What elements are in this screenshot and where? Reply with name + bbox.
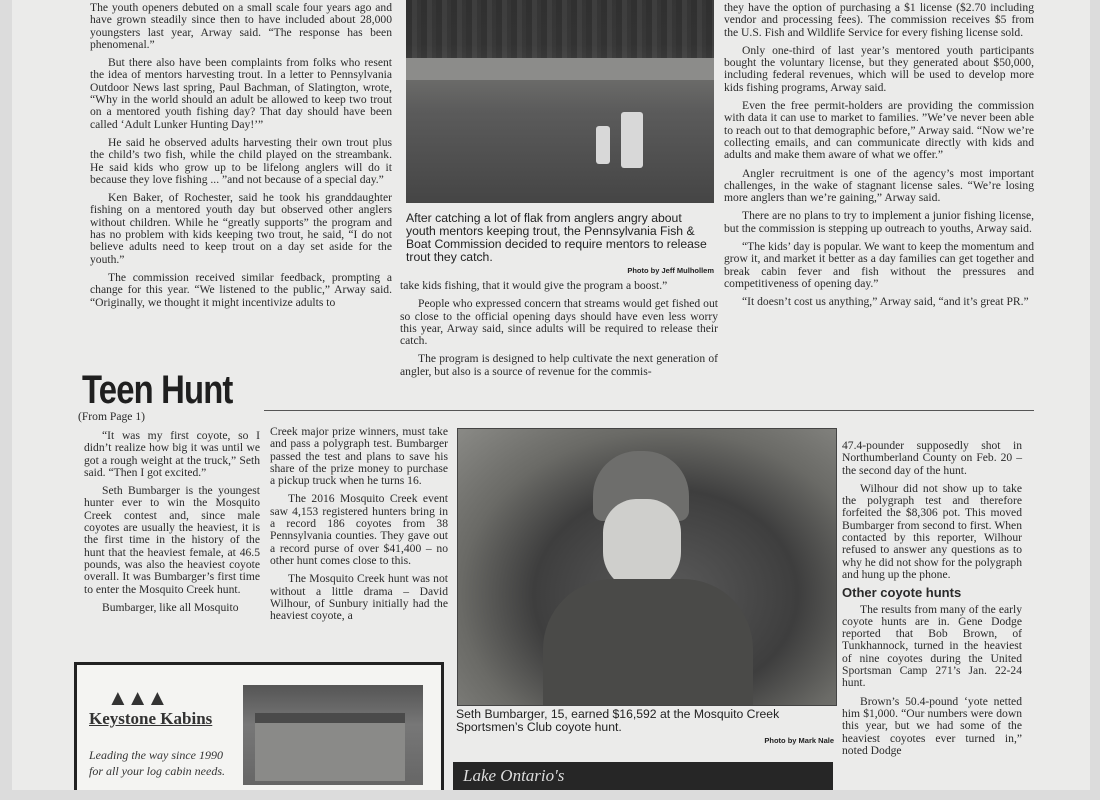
cabin-house <box>255 713 405 781</box>
paragraph: Only one-third of last year’s mentored youth participants bought the voluntary license, but they generated about $50,000, including federal revenues, which will be used to develop more kids fishing programs, Arway said. <box>724 43 1034 94</box>
paragraph: People who expressed concern that streams would get fished out so close to the official opening days should have even less worry this year, Arway said, since adults will be required to release their catch. <box>400 297 718 348</box>
keystone-kabins-ad <box>74 662 444 790</box>
paragraph: Angler recruitment is one of the agency’s most important challenges, in the wake of stagnant license sales. “We’re losing more anglers than we’re gaining,” Arway said. <box>724 166 1034 205</box>
paragraph: Creek major prize winners, must take and pass a polygraph test. Bumbarger passed the test and plans to save his share of the prize money to purchase a pickup truck when he turns 16. <box>270 425 448 488</box>
photo-child-figure <box>596 126 610 164</box>
photo-trees <box>406 0 714 60</box>
photo-credit: Photo by Mark Nale <box>764 736 834 745</box>
paragraph: 47.4-pounder supposedly shot in Northumberland County on Feb. 20 – the second day of the hunt. <box>842 439 1022 477</box>
paragraph: “It doesn’t cost us anything,” Arway said, “and it’s great PR.” <box>742 295 1029 309</box>
ad-tagline-line-1: Leading the way since 1990 <box>89 748 223 762</box>
fishing-photo <box>406 0 714 203</box>
paragraph: The youth openers debuted on a small scale four years ago and have grown steadily since then to have included about 28,000 youngsters last year, Arway said. “The response has been phenomenal.” <box>90 1 392 51</box>
cabin-photo <box>243 685 423 785</box>
photo-face <box>603 499 681 591</box>
paragraph: Wilhour did not show up to take the polygraph test and therefore forfeited the $8,306 pot. This moved Bumbarger from second to first. When contacted by this reporter, Wilhour refused to answer any questions as to why he did not show for the polygraph and hung up the phone. <box>842 481 1022 581</box>
paragraph: Seth Bumbarger is the youngest hunter ever to win the Mosquito Creek contest and, since male coyotes are usually the heaviest, it is the first time in the history of the hunt that the heaviest female, at 46.5 pounds, was also the heaviest coyote overall. It was Bumbarger’s first time to enter the Mosquito Creek hunt. <box>84 484 260 596</box>
paragraph: “The kids’ day is popular. We want to keep the momentum and grow it, and market it better as a day families can get together and break cabin fever and fish without the pressures and competitiveness of opening day.” <box>724 240 1034 290</box>
article-column-3 <box>724 2 1034 315</box>
paragraph: The 2016 Mosquito Creek event saw 4,153 registered hunters bring in a record 186 coyotes from 38 Pennsylvania counties. They gave out a record purse of over $41,400 – no other hunt comes close to this. <box>270 492 448 567</box>
paragraph: There are no plans to try to implement a junior fishing license, but the commission is stepping up outreach to youths, Arway said. <box>724 209 1034 235</box>
paragraph: The results from many of the early coyote hunts are in. Gene Dodge reported that Bob Brown, of Tunkhannock, turned in the heaviest of nine coyotes during the United Sportsman Camp 271’s Jan. 22-24 hunt. <box>842 602 1022 690</box>
paragraph: But there also have been complaints from folks who resent the idea of mentors harvesting trout. In a letter to Pennsylvania Outdoor News last spring, Paul Bachman, of Slatington, wrote, “Why in the world should an adult be allowed to keep two trout on a mentored youth fishing day? That day should have been called ‘Adult Lunker Hunting Day!’” <box>90 56 392 131</box>
teen-column-3 <box>842 440 1022 763</box>
paragraph: Brown’s 50.4-pound ‘yote netted him $1,000. “Our numbers were down this year, but we had some of the heaviest coyotes ever turned in,” noted Dodge <box>842 694 1022 757</box>
paragraph: Ken Baker, of Rochester, said he took his granddaughter fishing on a mentored youth day but observed other anglers without children. While he “greatly supports” the program and has no problem with kids keeping two trout, he said, “I do not believe adults need to keep trout on a day set aside for the youth.” <box>90 191 392 266</box>
teen-column-2 <box>270 426 448 628</box>
seth-bumbarger-photo <box>457 428 837 706</box>
paragraph: “It was my first coyote, so I didn’t realize how big it was until we got a rough weight at the truck,” Seth said. “Then I got excited.” <box>84 429 260 479</box>
paragraph: He said he observed adults harvesting their own trout plus the child’s two fish, while the child played on the streambank. He said kids who grow up to be lifelong anglers will do it because they love fishing ... ”and not because of a special day.” <box>90 135 392 186</box>
from-page-label: (From Page 1) <box>78 410 145 423</box>
ad-brand: Keystone Kabins <box>89 709 213 728</box>
pine-trees-icon: ▲▲▲ <box>107 685 167 710</box>
photo-streambank <box>406 58 714 80</box>
photo-credit: Photo by Jeff Mulhollem <box>627 266 714 275</box>
paragraph: Even the free permit-holders are providing the commission with data it can use to market to families. ”We’ve never been able to reach out to that demographic before,” Arway said. “Now we’re collecting emails, and can communicate directly with kids and adults and make them aware of what we offer.” <box>724 99 1034 162</box>
teen-column-1 <box>84 430 260 620</box>
other-coyote-hunts-subhead: Other coyote hunts <box>842 585 962 601</box>
paragraph: Bumbarger, like all Mosquito <box>102 600 239 614</box>
paragraph: The commission received similar feedback, prompting a change for this year. “We listened to the public,” Arway said. “Originally, we thought it might incentivize adults to <box>90 270 392 309</box>
lake-ontario-ad <box>453 762 833 790</box>
ad-tagline <box>89 747 225 779</box>
article-column-1 <box>90 2 392 315</box>
newspaper-page <box>12 0 1090 790</box>
fishing-photo-caption <box>406 212 714 277</box>
paragraph: The program is designed to help cultivate the next generation of angler, but also is a source of revenue for the commis- <box>400 352 718 378</box>
paragraph: The Mosquito Creek hunt was not without a little drama – David Wilhour, of Sunbury initially had the heaviest coyote, a <box>270 572 448 623</box>
photo-adult-figure <box>621 112 643 168</box>
paragraph: they have the option of purchasing a $1 license ($2.70 including vendor and processing fees). The commission receives $5 from the U.S. Fish and Wildlife Service for every fishing license sold. <box>724 1 1034 39</box>
section-rule <box>264 410 1034 411</box>
photo-hoodie <box>543 579 753 705</box>
seth-photo-caption <box>456 708 834 747</box>
ad2-title: Lake Ontario's <box>463 766 565 785</box>
ad-tagline-line-2: for all your log cabin needs. <box>89 764 225 778</box>
article-column-2 <box>400 280 718 384</box>
teen-hunt-headline: Teen Hunt <box>82 368 233 412</box>
caption-text: After catching a lot of flak from anglers angry about youth mentors keeping trout, the Pennsylvania Fish & Boat Commission decided to require mentors to release trout they catch. <box>406 211 707 264</box>
caption-text: Seth Bumbarger, 15, earned $16,592 at the Mosquito Creek Sportsmen’s Club coyote hunt. <box>456 707 780 734</box>
paragraph: take kids fishing, that it would give the program a boost.” <box>400 279 668 292</box>
